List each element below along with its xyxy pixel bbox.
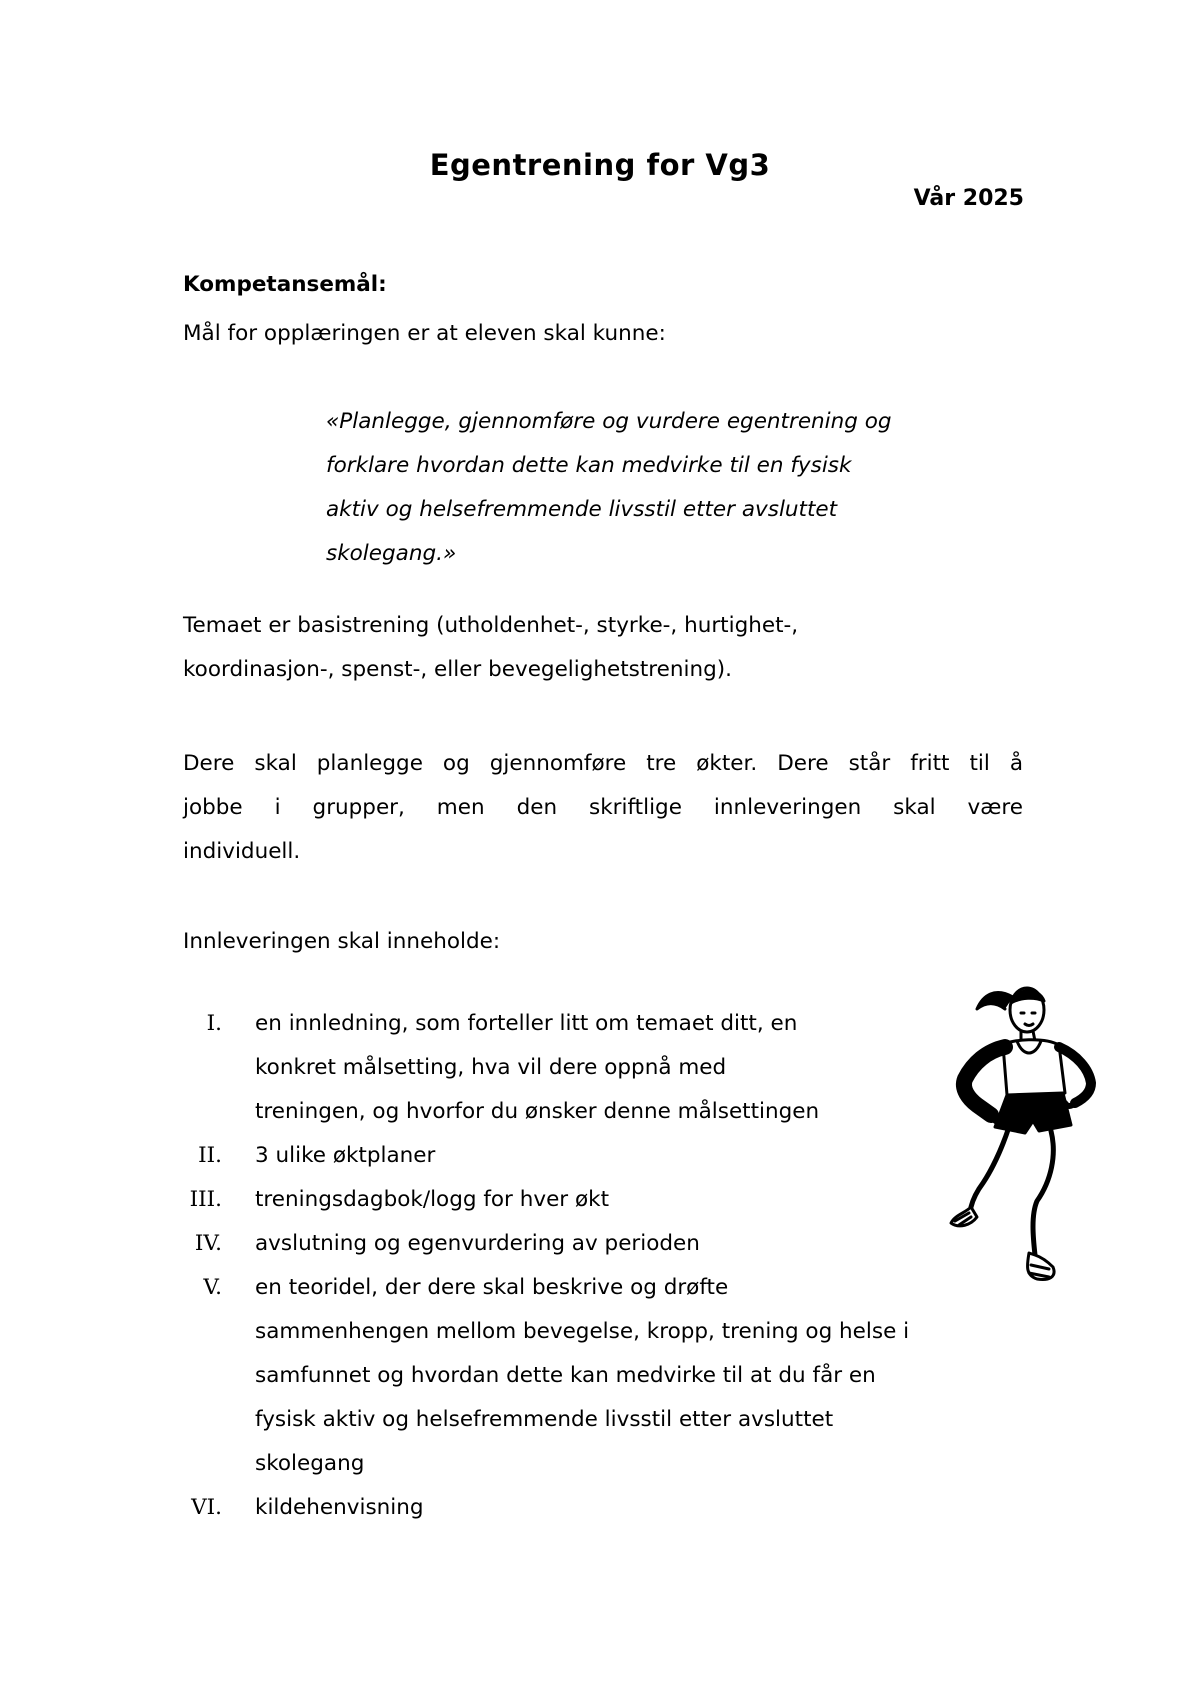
list-numeral: I.	[206, 1011, 222, 1036]
theme-line: koordinasjon-, spenst-, eller bevegelighetstrening).	[183, 657, 732, 682]
document-title: Egentrening for Vg3	[429, 148, 771, 182]
list-item-line: fysisk aktiv og helsefremmende livsstil etter avsluttet	[255, 1407, 834, 1432]
list-item-line: kildehenvisning	[255, 1495, 424, 1520]
competence-quote	[326, 400, 1006, 576]
list-item-line: en teoridel, der dere skal beskrive og drøfte	[255, 1275, 729, 1300]
quote-line: skolegang.»	[326, 541, 457, 566]
list-numeral: III.	[189, 1187, 222, 1212]
list-item-line: skolegang	[255, 1451, 365, 1476]
list-numeral: IV.	[194, 1231, 222, 1256]
intro-text: Mål for opplæringen er at eleven skal kunne:	[183, 321, 666, 346]
theme-paragraph	[183, 604, 1023, 692]
list-numeral: V.	[203, 1275, 222, 1300]
list-item-line: treningen, og hvorfor du ønsker denne målsettingen	[255, 1099, 820, 1124]
theme-line: Temaet er basistrening (utholdenhet-, styrke-, hurtighet-,	[183, 613, 799, 638]
list-item-line: sammenhengen mellom bevegelse, kropp, trening og helse i	[255, 1319, 910, 1344]
document-date: Vår 2025	[913, 186, 1024, 211]
deliverables-heading: Innleveringen skal inneholde:	[183, 929, 501, 954]
list-item-line: treningsdagbok/logg for hver økt	[255, 1187, 610, 1212]
quote-line: forklare hvordan dette kan medvirke til en fysisk	[326, 453, 852, 478]
list-item	[160, 1134, 1020, 1178]
list-item	[160, 1266, 1020, 1486]
task-line: Dere skal planlegge og gjennomføre tre økter. Dere står fritt til å	[183, 751, 1023, 776]
task-line: jobbe i grupper, men den skriftlige innleveringen skal være	[183, 795, 1023, 820]
list-item	[160, 1178, 1020, 1222]
competence-heading: Kompetansemål:	[183, 272, 387, 297]
task-paragraph	[183, 742, 1023, 874]
task-line: individuell.	[183, 839, 301, 864]
list-item-line: konkret målsetting, hva vil dere oppnå med	[255, 1055, 727, 1080]
list-numeral: II.	[198, 1143, 222, 1168]
list-numeral: VI.	[191, 1495, 222, 1520]
quote-line: aktiv og helsefremmende livsstil etter avsluttet	[326, 497, 838, 522]
list-item-line: 3 ulike øktplaner	[255, 1143, 436, 1168]
list-item	[160, 1486, 1020, 1530]
list-item-line: avslutning og egenvurdering av perioden	[255, 1231, 700, 1256]
list-item-line: samfunnet og hvordan dette kan medvirke til at du får en	[255, 1363, 876, 1388]
deliverables-list	[160, 1002, 1020, 1530]
list-item	[160, 1002, 1020, 1134]
quote-line: «Planlegge, gjennomføre og vurdere egentrening og	[326, 409, 892, 434]
list-item	[160, 1222, 1020, 1266]
list-item-line: en innledning, som forteller litt om temaet ditt, en	[255, 1011, 798, 1036]
running-woman-icon	[925, 975, 1125, 1295]
